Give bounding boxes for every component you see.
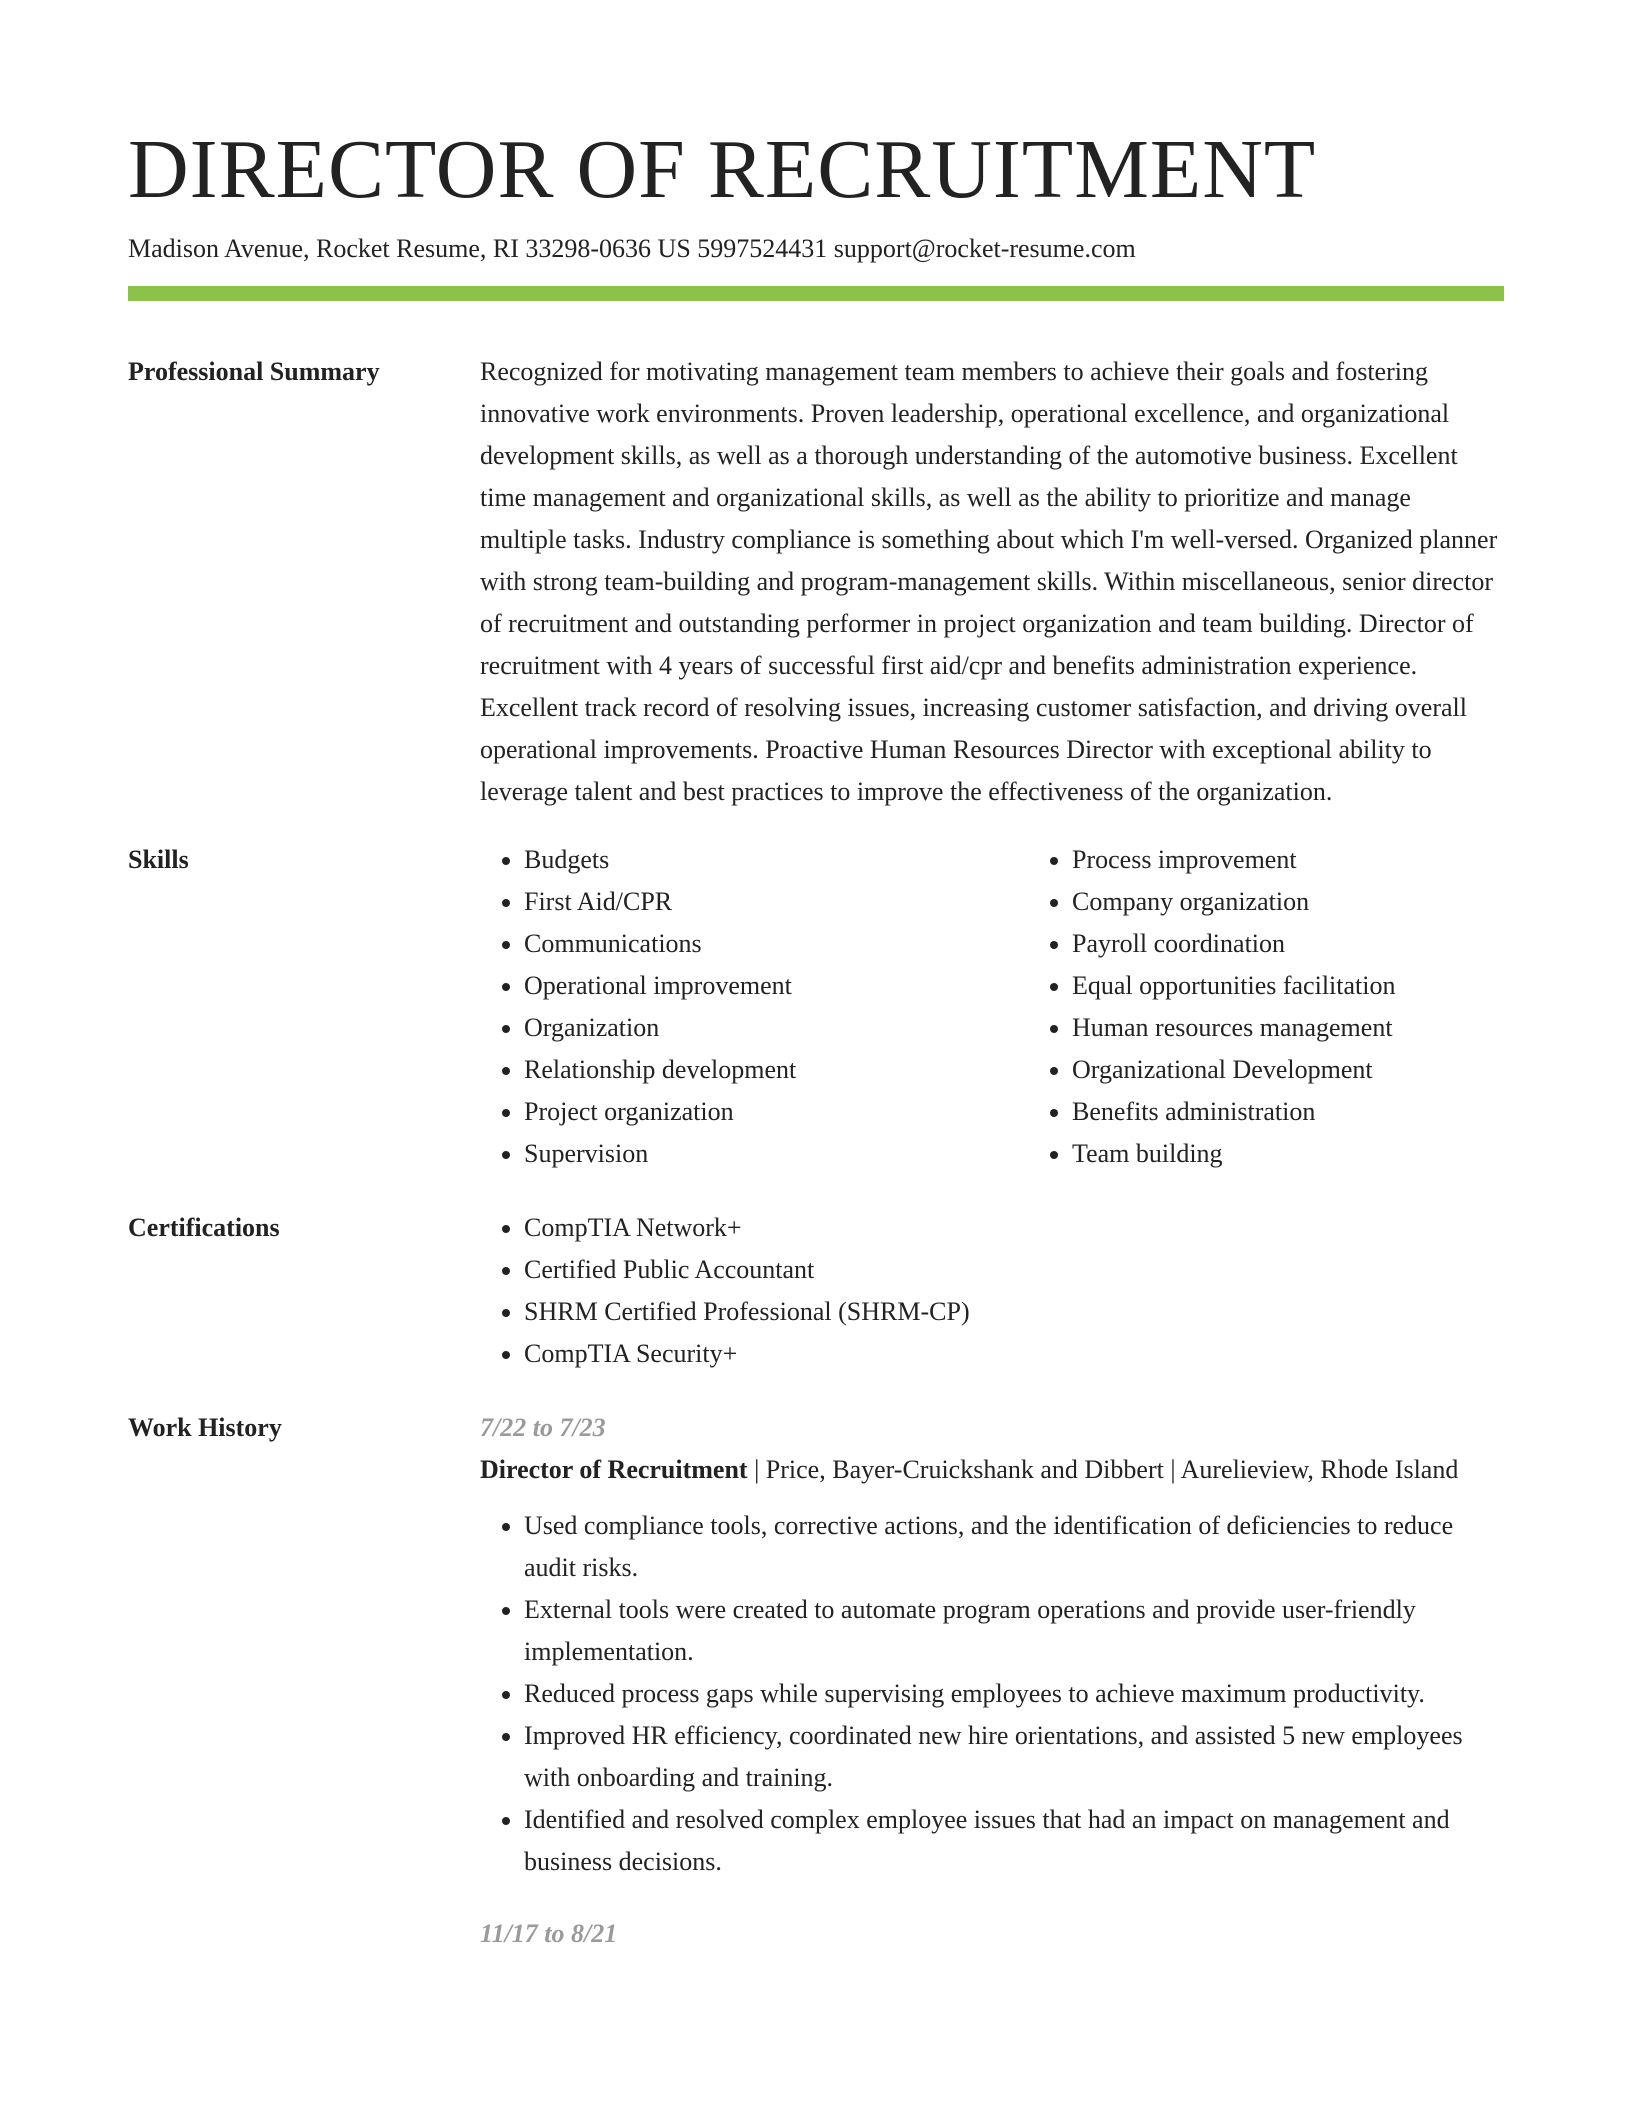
resume-title: DIRECTOR OF RECRUITMENT [128, 123, 1317, 216]
work-history-label: Work History [128, 1413, 282, 1442]
summary-section [128, 351, 1504, 813]
certifications-list [480, 1207, 1504, 1375]
header-divider [128, 286, 1504, 301]
job-title: Director of Recruitment [480, 1455, 748, 1484]
job-entry [480, 1913, 1504, 1955]
summary-label: Professional Summary [128, 357, 380, 386]
resume-page [128, 120, 1504, 1955]
certification-item: • CompTIA Network+ [524, 1207, 1504, 1249]
job-heading [480, 1449, 1504, 1491]
skill-item: • Team building [1072, 1133, 1504, 1175]
job-employer-location: | Price, Bayer-Cruickshank and Dibbert | Aurelieview, Rhode Island [747, 1455, 1459, 1484]
skill-item: • Budgets [524, 839, 1028, 881]
skill-item: • Human resources management [1072, 1007, 1504, 1049]
skill-item: • Equal opportunities facilitation [1072, 965, 1504, 1007]
job-bullet: • Identified and resolved complex employee issues that had an impact on management and business decisions. [524, 1799, 1504, 1883]
skill-item: • Organizational Development [1072, 1049, 1504, 1091]
job-dates: 7/22 to 7/23 [480, 1413, 606, 1442]
skill-item: • Payroll coordination [1072, 923, 1504, 965]
skill-item: • First Aid/CPR [524, 881, 1028, 923]
certification-item: • Certified Public Accountant [524, 1249, 1504, 1291]
certifications-section [128, 1207, 1504, 1375]
job-bullet-list [480, 1505, 1504, 1883]
contact-line: Madison Avenue, Rocket Resume, RI 33298-0636 US 5997524431 support@rocket-resume.com [128, 234, 1136, 263]
job-bullet: • External tools were created to automate program operations and provide user-friendly implementation. [524, 1589, 1504, 1673]
skill-item: • Process improvement [1072, 839, 1504, 881]
skill-item: • Communications [524, 923, 1028, 965]
job-bullet: • Used compliance tools, corrective actions, and the identification of deficiencies to reduce audit risks. [524, 1505, 1504, 1589]
job-entry [480, 1407, 1504, 1883]
job-bullet: • Improved HR efficiency, coordinated new hire orientations, and assisted 5 new employees with onboarding and training. [524, 1715, 1504, 1799]
skill-item: • Relationship development [524, 1049, 1028, 1091]
skill-item: • Supervision [524, 1133, 1028, 1175]
job-dates: 11/17 to 8/21 [480, 1919, 618, 1948]
certification-item: • SHRM Certified Professional (SHRM-CP) [524, 1291, 1504, 1333]
skills-list-right [1028, 839, 1504, 1175]
certifications-label: Certifications [128, 1213, 280, 1242]
certification-item: • CompTIA Security+ [524, 1333, 1504, 1375]
work-history-section [128, 1407, 1504, 1955]
skills-label: Skills [128, 845, 189, 874]
skills-list-left [480, 839, 1028, 1175]
skill-item: • Organization [524, 1007, 1028, 1049]
skill-item: • Company organization [1072, 881, 1504, 923]
summary-text: Recognized for motivating management team members to achieve their goals and fostering innovative work environments. Proven leadership, operational excellence, and organizational development skills, as well as a thorough understanding of the automotive business. Excellent time management and organizational skills, as well as the ability to prioritize and manage multiple tasks. Industry compliance is something about which I'm well-versed. Organized planner with strong team-building and program-management skills. Within miscellaneous, senior director of recruitment and outstanding performer in project organization and team building. Director of recruitment with 4 years of successful first aid/cpr and benefits administration experience. Excellent track record of resolving issues, increasing customer satisfaction, and driving overall operational improvements. Proactive Human Resources Director with exceptional ability to leverage talent and best practices to improve the effectiveness of the organization. [480, 357, 1498, 806]
skills-section [128, 839, 1504, 1175]
skill-item: • Operational improvement [524, 965, 1028, 1007]
skill-item: • Benefits administration [1072, 1091, 1504, 1133]
job-bullet: • Reduced process gaps while supervising employees to achieve maximum productivity. [524, 1673, 1504, 1715]
skill-item: • Project organization [524, 1091, 1028, 1133]
